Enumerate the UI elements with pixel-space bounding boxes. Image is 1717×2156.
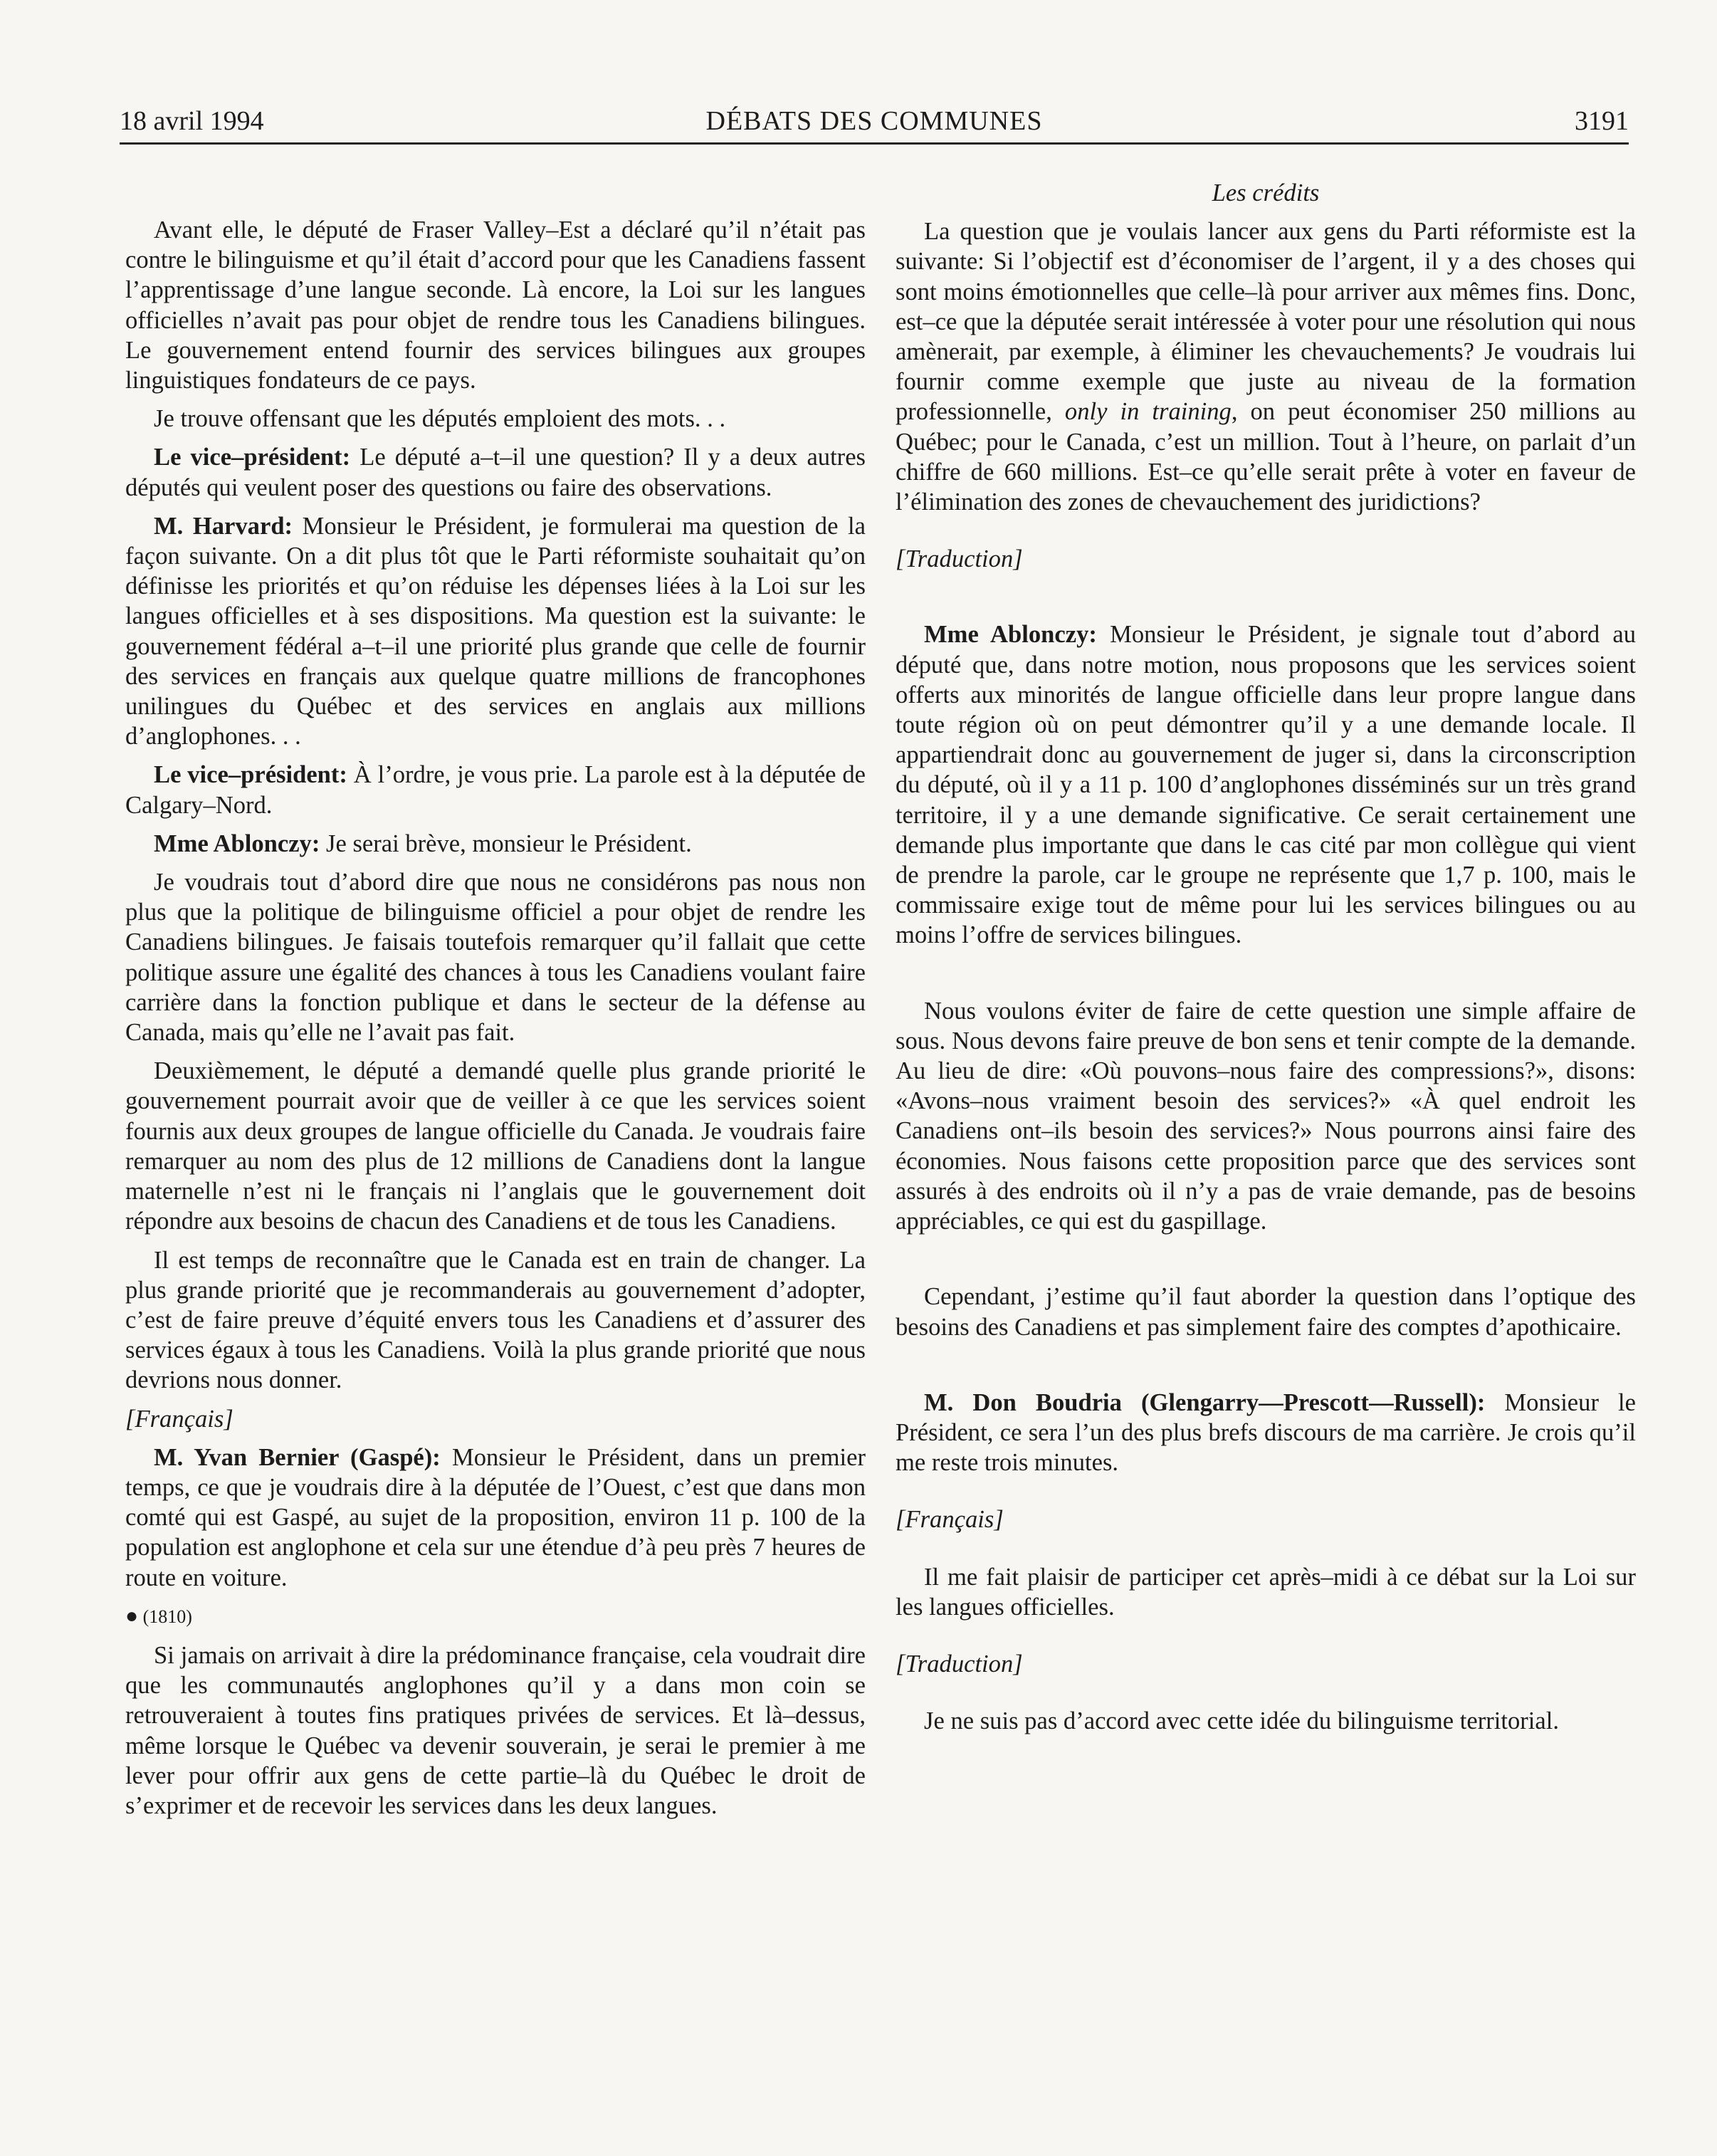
paragraph: Je trouve offensant que les députés emploient des mots. . . xyxy=(154,405,726,433)
header-date: 18 avril 1994 xyxy=(120,106,264,136)
speaker-name: Mme Ablonczy: xyxy=(154,830,320,857)
left-column xyxy=(125,215,866,1829)
speaker-name: M. Don Boudria (Glengarry—Prescott—Russell): xyxy=(924,1388,1486,1416)
header-title: DÉBATS DES COMMUNES xyxy=(705,106,1043,136)
header-page-number: 3191 xyxy=(1575,106,1629,136)
speaker-name: Mme Ablonczy: xyxy=(924,621,1097,649)
speech-text: Monsieur le Président, je signale tout d’abord au député que, dans notre motion, nous proposons que les services soient offerts aux minorités de langue officielle dans leur propre langue dans toute région où on peut démontrer qu’il y a une demande locale. Il appartiendrait donc au gouvernement de juger si, dans la circonscription du député, où il y a 11 p. 100 d’anglophones disséminés sur un très grand territoire, il y a une demande significative. Ce serait certainement une demande plus importante que dans le cas cité par mon collègue qui vient de prendre la parole, car le groupe ne représente que 1,7 p. 100, mais le commissaire exige tout de même pour lui les services bilingues ou au moins l’offre de services bilingues. xyxy=(896,621,1636,949)
right-column xyxy=(896,178,1636,1744)
paragraph xyxy=(896,216,1636,517)
language-label: [Français] xyxy=(125,1405,233,1433)
paragraph: Avant elle, le député de Fraser Valley–Est a déclaré qu’il n’était pas contre le bilinguisme et qu’il était d’accord pour que les Canadiens fassent l’apprentissage d’une langue seconde. Là encore, la Loi sur les langues officielles n’avait pas pour objet de rendre tous les Canadiens bilingues. Le gouvernement entend fournir des services bilingues aux groupes linguistiques fondateurs de ce pays. xyxy=(125,216,866,394)
time-marker-text: (1810) xyxy=(142,1606,192,1627)
paragraph: Deuxièmement, le député a demandé quelle plus grande priorité le gouvernement pourrait avoir que de veiller à ce que les services soient fournis aux deux groupes de langue officielle du Canada. Je voudrais faire remarquer au nom des plus de 12 millions de Canadiens dont la langue maternelle n’est ni le français ni l’anglais que le gouvernement doit répondre aux besoins de chacun des Canadiens et de tous les Canadiens. xyxy=(125,1057,866,1235)
speaker-name: Le vice–président: xyxy=(154,761,347,789)
paragraph: Je ne suis pas d’accord avec cette idée du bilinguisme territorial. xyxy=(924,1707,1559,1735)
language-label: [Traduction] xyxy=(896,1650,1023,1678)
paragraph xyxy=(896,1388,1636,1478)
page-header xyxy=(120,100,1629,145)
paragraph xyxy=(125,829,866,859)
paragraph xyxy=(125,1443,866,1593)
section-title: Les crédits xyxy=(1212,179,1320,206)
speech-text: La question que je voulais lancer aux gens du Parti réformiste est la suivante: Si l’objectif est d’économiser de l’argent, il y a des choses qui sont moins émotionnelles que celle–là pour arriver aux mêmes fins. Donc, est–ce que la députée serait intéressée à voter pour une résolution qui nous amènerait, par exemple, à éliminer les chevauchements? Je voudrais lui fournir comme exemple que juste au niveau de la formation professionnelle, xyxy=(896,218,1636,426)
speech-text: Monsieur le Président, je formulerai ma question de la façon suivante. On a dit plus tôt que le Parti réformiste souhaitait qu’on définisse les priorités et qu’on réduise les dépenses liées à la Loi sur les langues officielles et à ses dispositions. Ma question est la suivante: le gouvernement fédéral a–t–il une priorité plus grande que celle de fournir des services en français aux quelque quatre millions de francophones unilingues du Québec et des services en anglais aux millions d’anglophones. . . xyxy=(125,512,866,750)
speaker-name: M. Harvard: xyxy=(154,512,293,540)
speaker-name: Le vice–président: xyxy=(154,444,351,471)
paragraph: Cependant, j’estime qu’il faut aborder la question dans l’optique des besoins des Canadiens et pas simplement faire des comptes d’apothicaire. xyxy=(896,1283,1636,1341)
language-label: [Français] xyxy=(896,1506,1004,1534)
speech-text: Monsieur le Président, dans un premier temps, ce que je voudrais dire à la députée de l’Ouest, c’est que dans mon comté qui est Gaspé, au sujet de la proposition, environ 11 p. 100 de la population est anglophone et cela sur une étendue d’à peu près 7 heures de route en voiture. xyxy=(125,1443,866,1591)
speaker-name: M. Yvan Bernier (Gaspé): xyxy=(154,1443,441,1471)
paragraph: Je voudrais tout d’abord dire que nous ne considérons pas nous non plus que la politique de bilinguisme officiel a pour objet de rendre les Canadiens bilingues. Je faisais toutefois remarquer qu’il fallait que cette politique assure une égalité des chances à tous les Canadiens voulant faire carrière dans la fonction publique et dans le secteur de la défense au Canada, mais qu’elle ne l’avait pas fait. xyxy=(125,869,866,1047)
paragraph xyxy=(125,442,866,502)
time-marker xyxy=(125,1601,866,1632)
paragraph xyxy=(125,760,866,820)
paragraph xyxy=(896,619,1636,950)
speech-text: À l’ordre, je vous prie. La parole est à la députée de Calgary–Nord. xyxy=(125,761,866,819)
speech-text: Le député a–t–il une question? Il y a deux autres députés qui veulent poser des questions ou faire des observations. xyxy=(125,444,866,501)
paragraph: Nous voulons éviter de faire de cette question une simple affaire de sous. Nous devons faire preuve de bon sens et tenir compte de la demande. Au lieu de dire: «Où pouvons–nous faire des compressions?», disons: «Avons–nous vraiment besoin des services?» «À quel endroit les Canadiens ont–ils besoin des services?» Nous pourrons ainsi faire des économies. Nous faisons cette proposition parce que des services sont assurés à des endroits où il n’y a pas de vraie demande, pas de besoins appréciables, ce qui est du gaspillage. xyxy=(896,997,1636,1235)
italic-phrase: only in training xyxy=(1064,398,1232,426)
bullet-icon: ● xyxy=(125,1603,139,1628)
language-label: [Traduction] xyxy=(896,545,1023,573)
speech-text: Monsieur le Président, ce sera l’un des plus brefs discours de ma carrière. Je crois qu’il me reste trois minutes. xyxy=(896,1388,1636,1477)
paragraph: Il est temps de reconnaître que le Canada est en train de changer. La plus grande priorité que je recommanderais au gouvernement d’adopter, c’est de faire preuve d’équité envers tous les Canadiens et d’assurer des services égaux à tous les Canadiens. Voilà la plus grande priorité que nous devrions nous donner. xyxy=(125,1246,866,1394)
speech-text: , on peut économiser 250 millions au Québec; pour le Canada, c’est un million. Tout à l’heure, on parlait d’un chiffre de 660 millions. Est–ce qu’elle serait prête à voter en faveur de l’élimination des zones de chevauchement des juridictions? xyxy=(896,398,1636,516)
paragraph xyxy=(125,511,866,752)
paragraph: Il me fait plaisir de participer cet après–midi à ce débat sur la Loi sur les langues officielles. xyxy=(896,1563,1636,1621)
speech-text: Je serai brève, monsieur le Président. xyxy=(320,830,692,857)
paragraph: Si jamais on arrivait à dire la prédominance française, cela voudrait dire que les communautés anglophones qu’il y a dans mon coin se retrouveraient à toutes fins pratiques privées de services. Et là–dessus, même lorsque le Québec va devenir souverain, je serai le premier à me lever pour offrir aux gens de cette partie–là du Québec le droit de s’exprimer et de recevoir les services dans les deux langues. xyxy=(125,1641,866,1819)
